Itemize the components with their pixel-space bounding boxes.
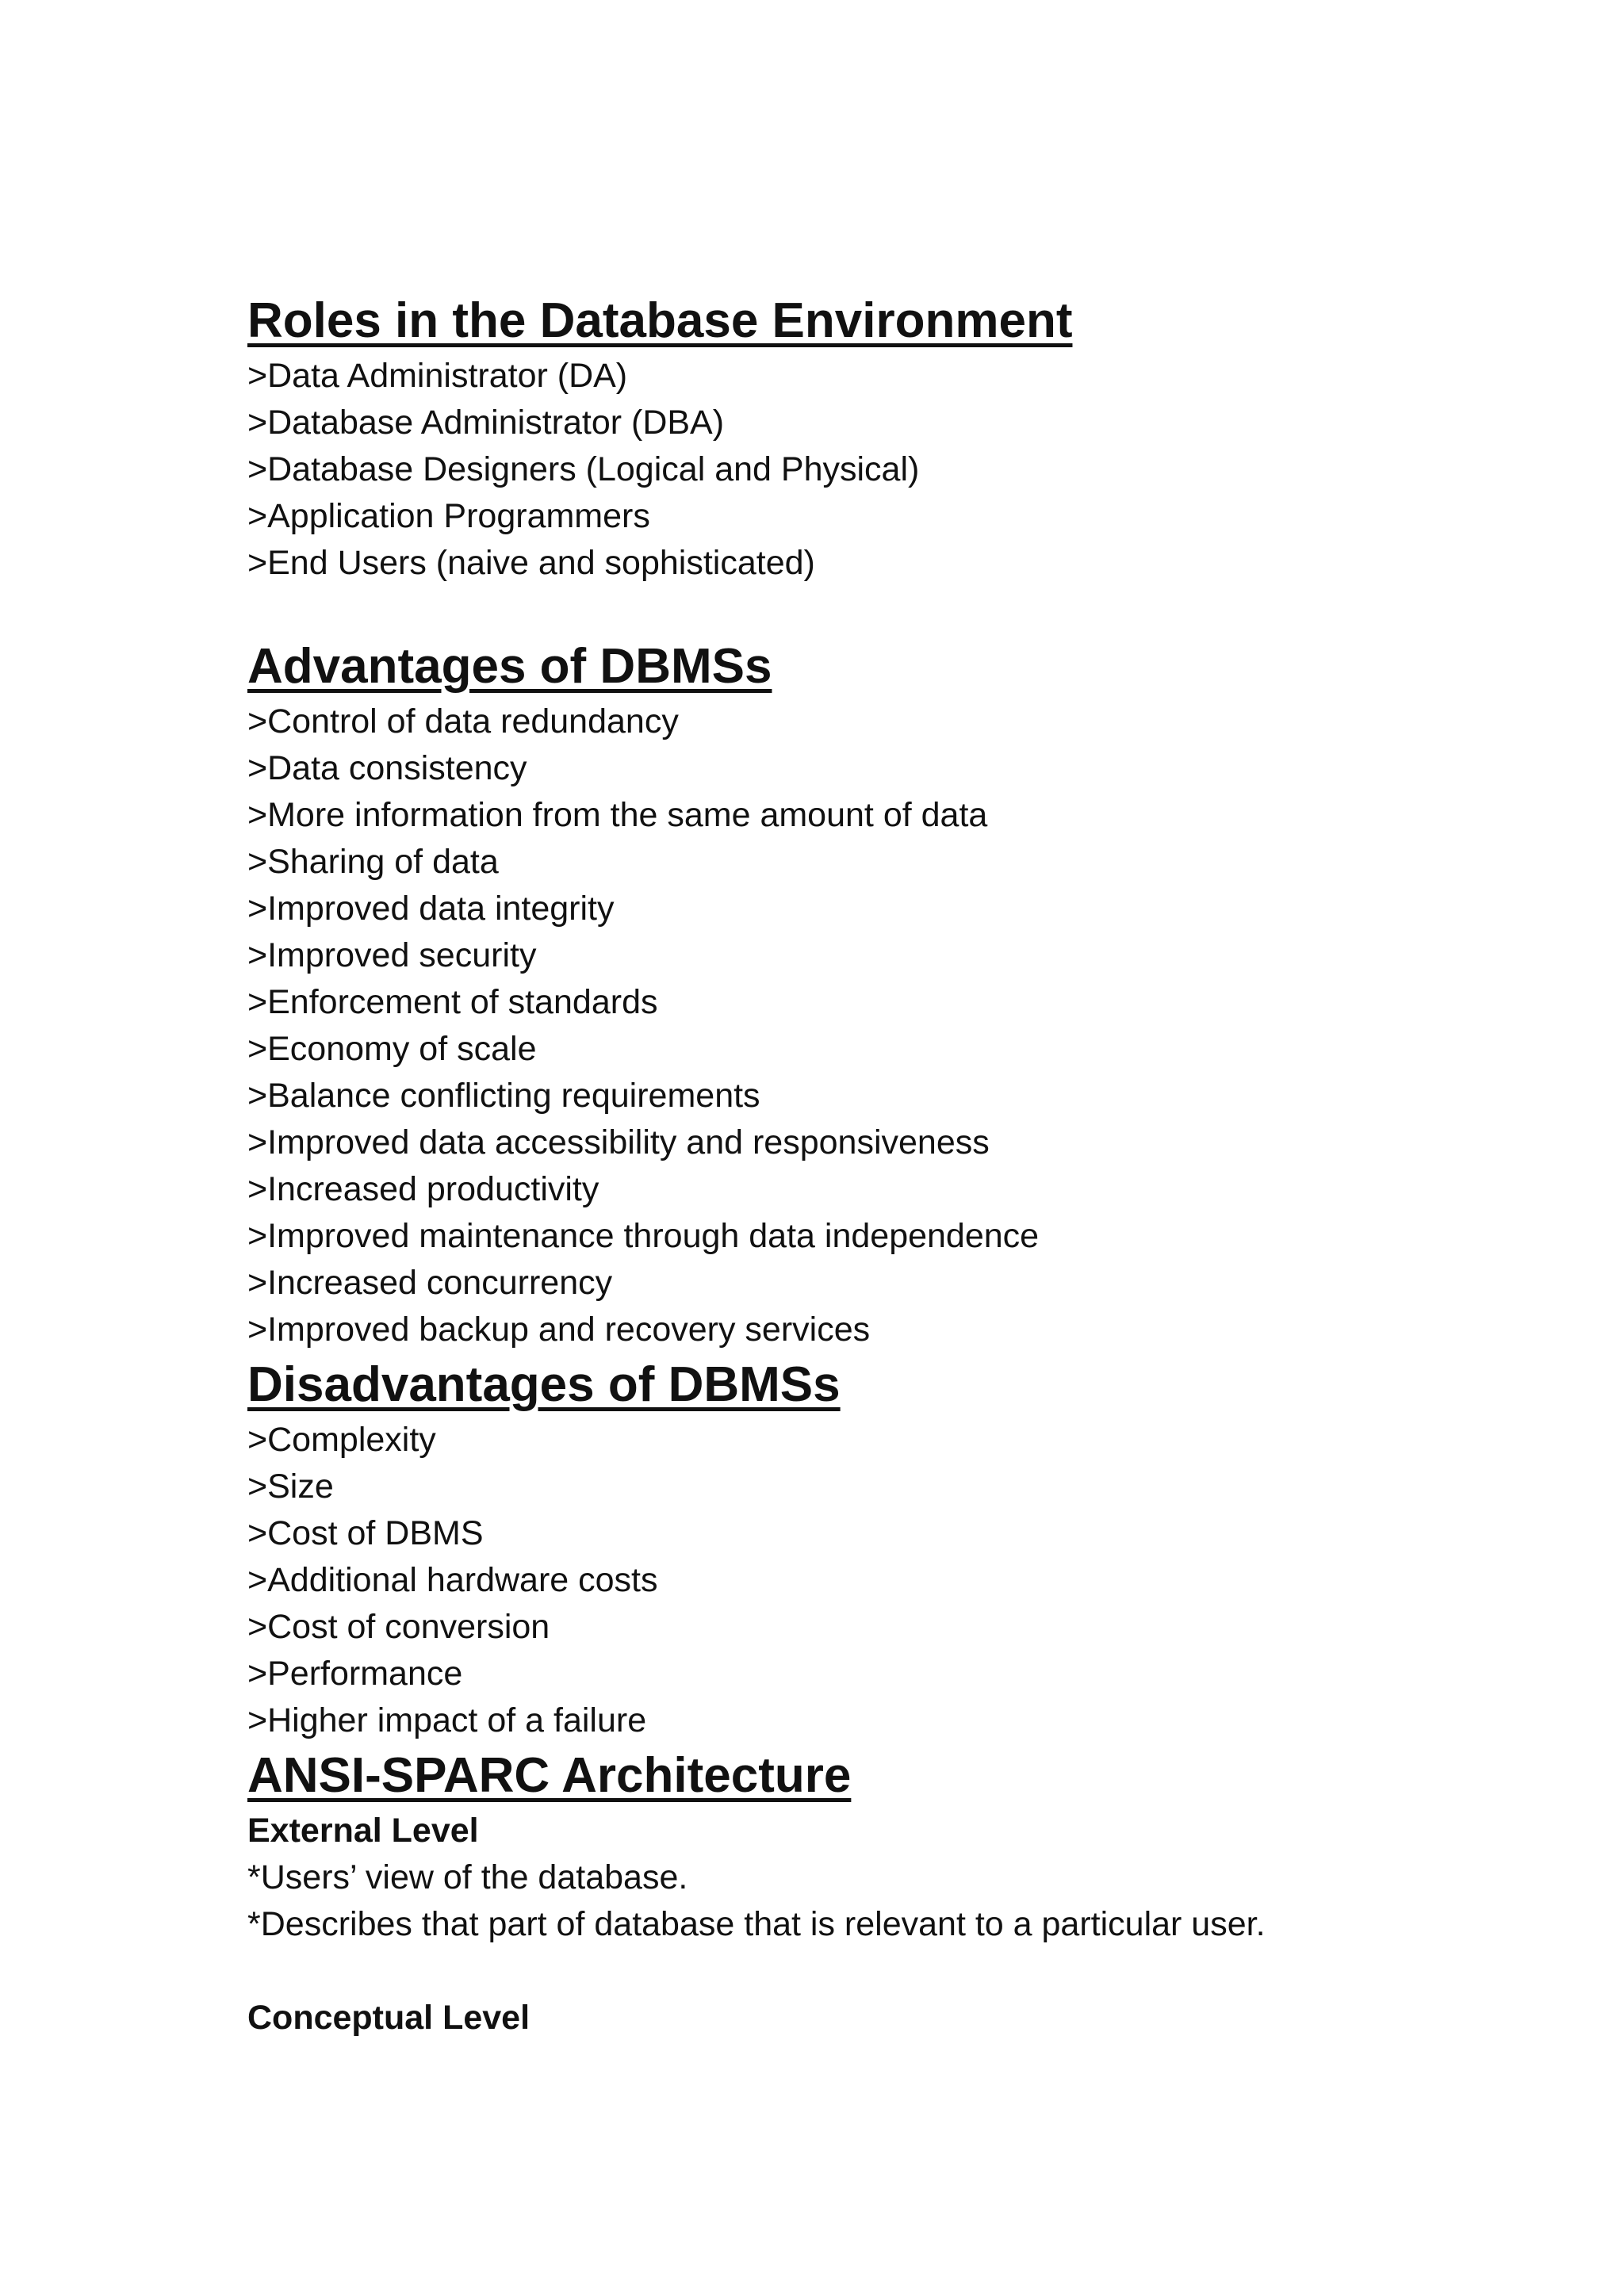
roles-section: [247, 289, 1548, 587]
disadvantages-heading: Disadvantages of DBMSs: [247, 1357, 841, 1412]
list-item: >Complexity: [247, 1421, 436, 1459]
list-item: >Additional hardware costs: [247, 1561, 658, 1599]
list-item: >Increased concurrency: [247, 1264, 613, 1302]
external-level-title: External Level: [247, 1812, 479, 1850]
list-item: >Improved backup and recovery services: [247, 1311, 871, 1349]
list-item: >Database Designers (Logical and Physical): [247, 450, 920, 488]
list-item: >Increased productivity: [247, 1170, 599, 1208]
list-item: >Improved maintenance through data independence: [247, 1217, 1040, 1255]
ansi-sparc-heading: ANSI-SPARC Architecture: [247, 1748, 852, 1803]
list-item: >Improved data integrity: [247, 890, 615, 928]
document-page: [247, 289, 1548, 2042]
list-item: *Describes that part of database that is relevant to a particular user.: [247, 1905, 1266, 1943]
spacer: [247, 587, 1548, 635]
list-item: >Data Administrator (DA): [247, 357, 628, 395]
disadvantages-section: [247, 1353, 1548, 1744]
list-item: >Higher impact of a failure: [247, 1701, 647, 1739]
list-item: >End Users (naive and sophisticated): [247, 544, 815, 582]
list-item: >More information from the same amount of data: [247, 796, 988, 834]
list-item: >Control of data redundancy: [247, 702, 679, 740]
advantages-heading: Advantages of DBMSs: [247, 639, 772, 694]
list-item: >Balance conflicting requirements: [247, 1077, 760, 1115]
list-item: >Application Programmers: [247, 497, 650, 535]
list-item: *Users’ view of the database.: [247, 1858, 688, 1896]
list-item: >Cost of conversion: [247, 1608, 550, 1646]
conceptual-level-title: Conceptual Level: [247, 1999, 530, 2037]
spacer: [247, 1948, 1548, 1995]
list-item: >Improved data accessibility and responsiveness: [247, 1123, 990, 1161]
advantages-section: [247, 635, 1548, 1353]
list-item: >Cost of DBMS: [247, 1514, 484, 1552]
list-item: >Enforcement of standards: [247, 983, 658, 1021]
roles-heading: Roles in the Database Environment: [247, 293, 1073, 348]
list-item: >Economy of scale: [247, 1030, 537, 1068]
list-item: >Improved security: [247, 936, 537, 974]
list-item: >Data consistency: [247, 749, 527, 787]
list-item: >Size: [247, 1468, 334, 1506]
ansi-sparc-section: [247, 1744, 1548, 2042]
list-item: >Database Administrator (DBA): [247, 404, 725, 442]
list-item: >Sharing of data: [247, 843, 499, 881]
list-item: >Performance: [247, 1655, 463, 1693]
